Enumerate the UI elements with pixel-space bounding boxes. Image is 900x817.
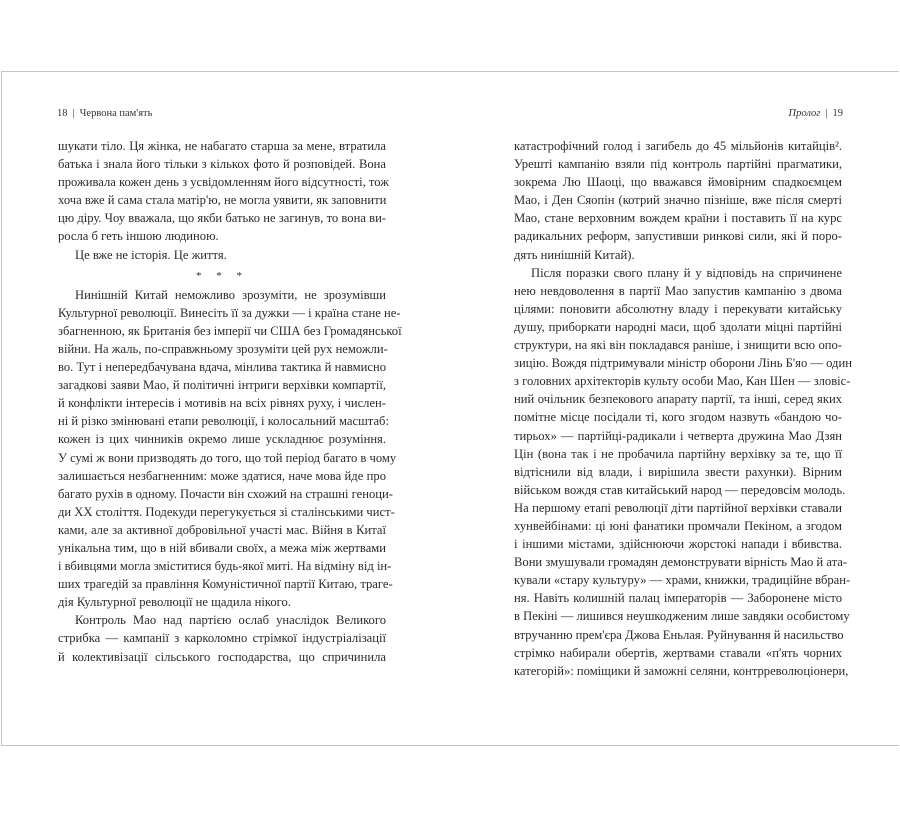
text-line: стрімко набирали обертів, жертвами ставали «п'ять чорних <box>514 645 842 660</box>
text-line: Урешті кампанію взяли під контроль партійні прагматики, <box>514 157 842 172</box>
text-line: помітне місце посідали ті, кого згодом назвуть «бандою чо- <box>514 410 842 425</box>
text-line: Це вже не історія. Це життя. <box>75 247 227 262</box>
text-line: багато рухів в одному. Почасти він схожий на страшні геноци- <box>58 486 393 501</box>
text-line: залишається незбагненним: може здатися, наче мова йде про <box>58 468 386 483</box>
text-line: ні й різко змінювані етапи революції, і колосальний масштаб: <box>58 414 389 429</box>
text-line: хоча вже й сама стала матір'ю, не могла уявити, як заповнити <box>58 193 387 208</box>
text-line: У сумі ж вони призводять до того, що той період багато в чому <box>58 450 397 465</box>
text-line: Культурної революції. Винесіть її за дужки — і країна стане не- <box>58 305 401 320</box>
text-line: і іншими містами, здійснюючи жорстокі напади і вбивства. <box>514 537 842 552</box>
text-line: Мао, стане верховним вождем країни і поставить її на курс <box>514 211 842 226</box>
text-line: батька і знала його тільки з кількох фото й розповідей. Вона <box>58 157 386 172</box>
paragraph <box>514 264 852 680</box>
text-line: в Пекіні — лишився неушкодженим лише завдяки особистому <box>514 609 850 624</box>
text-line: Після поразки свого плану й у відповідь на спричинене <box>531 265 842 280</box>
text-line: загадкові заяви Мао, й політичні інтриги верхівки компартії, <box>58 378 386 393</box>
text-line: во. Тут і непередбачувана вдача, мінлива тактика й навмисно <box>58 360 386 375</box>
left-page-text <box>58 137 402 666</box>
text-line: Нинішній Китай неможливо зрозуміти, не зрозумівши <box>75 287 386 302</box>
paragraph <box>58 246 386 264</box>
text-line: стрибка — кампанії з карколомно стрімкої індустріалізації <box>58 631 386 646</box>
text-line: й конфлікти інтересів і мотивів на всіх рівнях руху, і числен- <box>58 396 386 411</box>
text-line: війни. На жаль, по-справжньому зрозуміти цей рух неможли- <box>58 341 388 356</box>
text-line: Мао, і Ден Сяопін (котрий значно пізніше, вже після смерті <box>514 193 842 208</box>
page-number: 18 <box>57 108 68 119</box>
text-line: збагненною, як Британія без імперії чи США без Громадянської <box>58 323 402 338</box>
text-line: тирьох» — партійці-радикали і четверта дружина Мао Дзян <box>514 428 842 443</box>
text-line: душу, приборкати народні маси, щоб здолати міцні партійні <box>514 319 842 334</box>
text-line: радикальних реформ, запустивши ринкові сили, які й поро- <box>514 229 842 244</box>
text-line: й колективізації сільського господарства, що спричинила <box>58 649 386 664</box>
text-line: зокрема Лю Шаоці, що вважався ймовірним спадкоємцем <box>514 175 842 190</box>
chapter-title: Пролог <box>788 108 821 119</box>
text-line: дія Культурної революції не щадила нікого. <box>58 595 291 610</box>
text-line: проживала кожен день з усвідомленням його відсутності, тож <box>58 175 389 190</box>
right-page-text <box>514 137 852 680</box>
text-line: На першому етапі революції діти партійної верхівки ставали <box>514 500 842 515</box>
paragraph <box>58 286 402 612</box>
text-line: ками, але за активної добровільної участі мас. Війня в Китаї <box>58 522 386 537</box>
page-number: 19 <box>832 108 843 119</box>
text-line: військом вождя став китайський народ — передовсім молодь. <box>514 482 846 497</box>
header-divider: | <box>72 108 75 119</box>
text-line: з головних архітекторів культу особи Мао, Кан Шен — зловіс- <box>514 374 851 389</box>
text-line: і вбивцями могла зміститися будь-якої миті. На відміну від ін- <box>58 559 392 574</box>
book-title: Червона пам'ять <box>79 108 153 119</box>
text-line: зицію. Вождя підтримували міністр оборони Лінь Б'яо — один <box>514 356 852 371</box>
text-line: ня. Навіть колишній палац імператорів — Заборонене місто <box>514 591 842 606</box>
text-line: втручанню прем'єра Джова Еньлая. Руйнування й насильство <box>514 627 844 642</box>
header-divider: | <box>825 108 828 119</box>
text-line: Контроль Мао над партією ослаб унаслідок Великого <box>75 613 386 628</box>
text-line: ших трагедій за правління Комуністичної партії Китаю, траге- <box>58 577 393 592</box>
text-line: структури, на які він покладався раніше, і знищити всю опо- <box>514 338 842 353</box>
text-line: дять нинішній Китай). <box>514 247 635 262</box>
text-line: кували «стару культуру» — храми, книжки, традиційне вбран- <box>514 573 851 588</box>
paragraph <box>514 137 842 264</box>
text-line: хунвейбінами: ці юні фанатики промчали Пекіном, а згодом <box>514 518 842 533</box>
text-line: відтіснили від влади, і вирішила звести рахунки). Вірним <box>514 464 842 479</box>
text-line: кожен із цих чинників окремо лише ускладнює розуміння. <box>58 432 386 447</box>
text-line: унікальна тим, що в ній вбивали своїх, а межа між жертвами <box>58 540 386 555</box>
text-line: ний очільник безпекового апарату партії, та інші, серед яких <box>514 392 842 407</box>
text-line: цілями: поновити абсолютну владу і перекувати китайську <box>514 301 842 316</box>
text-line: категорій»: поміщики й заможні селяни, контрреволюціонери, <box>514 663 849 678</box>
text-line: Вони змушували громадян демонструвати вірність Мао й ата- <box>514 555 848 570</box>
text-line: цю діру. Чоу вважала, що якби батько не загинув, то вона ви- <box>58 211 386 226</box>
right-running-header <box>789 108 843 119</box>
text-line: катастрофічний голод і загибель до 45 мільйонів китайців². <box>514 139 842 153</box>
text-line: Цін (вона так і не пробачила партійну верхівку за те, що її <box>514 446 842 461</box>
section-break: * * * <box>196 269 248 282</box>
left-running-header <box>57 108 152 119</box>
text-line: шукати тіло. Ця жінка, не набагато старша за мене, втратила <box>58 139 386 153</box>
text-line: нею невдоволення в партії Мао запустив кампанію з двома <box>514 283 842 298</box>
paragraph <box>58 137 389 246</box>
paragraph <box>58 611 386 665</box>
text-line: росла б геть іншою людиною. <box>58 229 219 244</box>
text-line: ди XX століття. Подекуди перегукується зі сталінськими чист- <box>58 504 395 519</box>
